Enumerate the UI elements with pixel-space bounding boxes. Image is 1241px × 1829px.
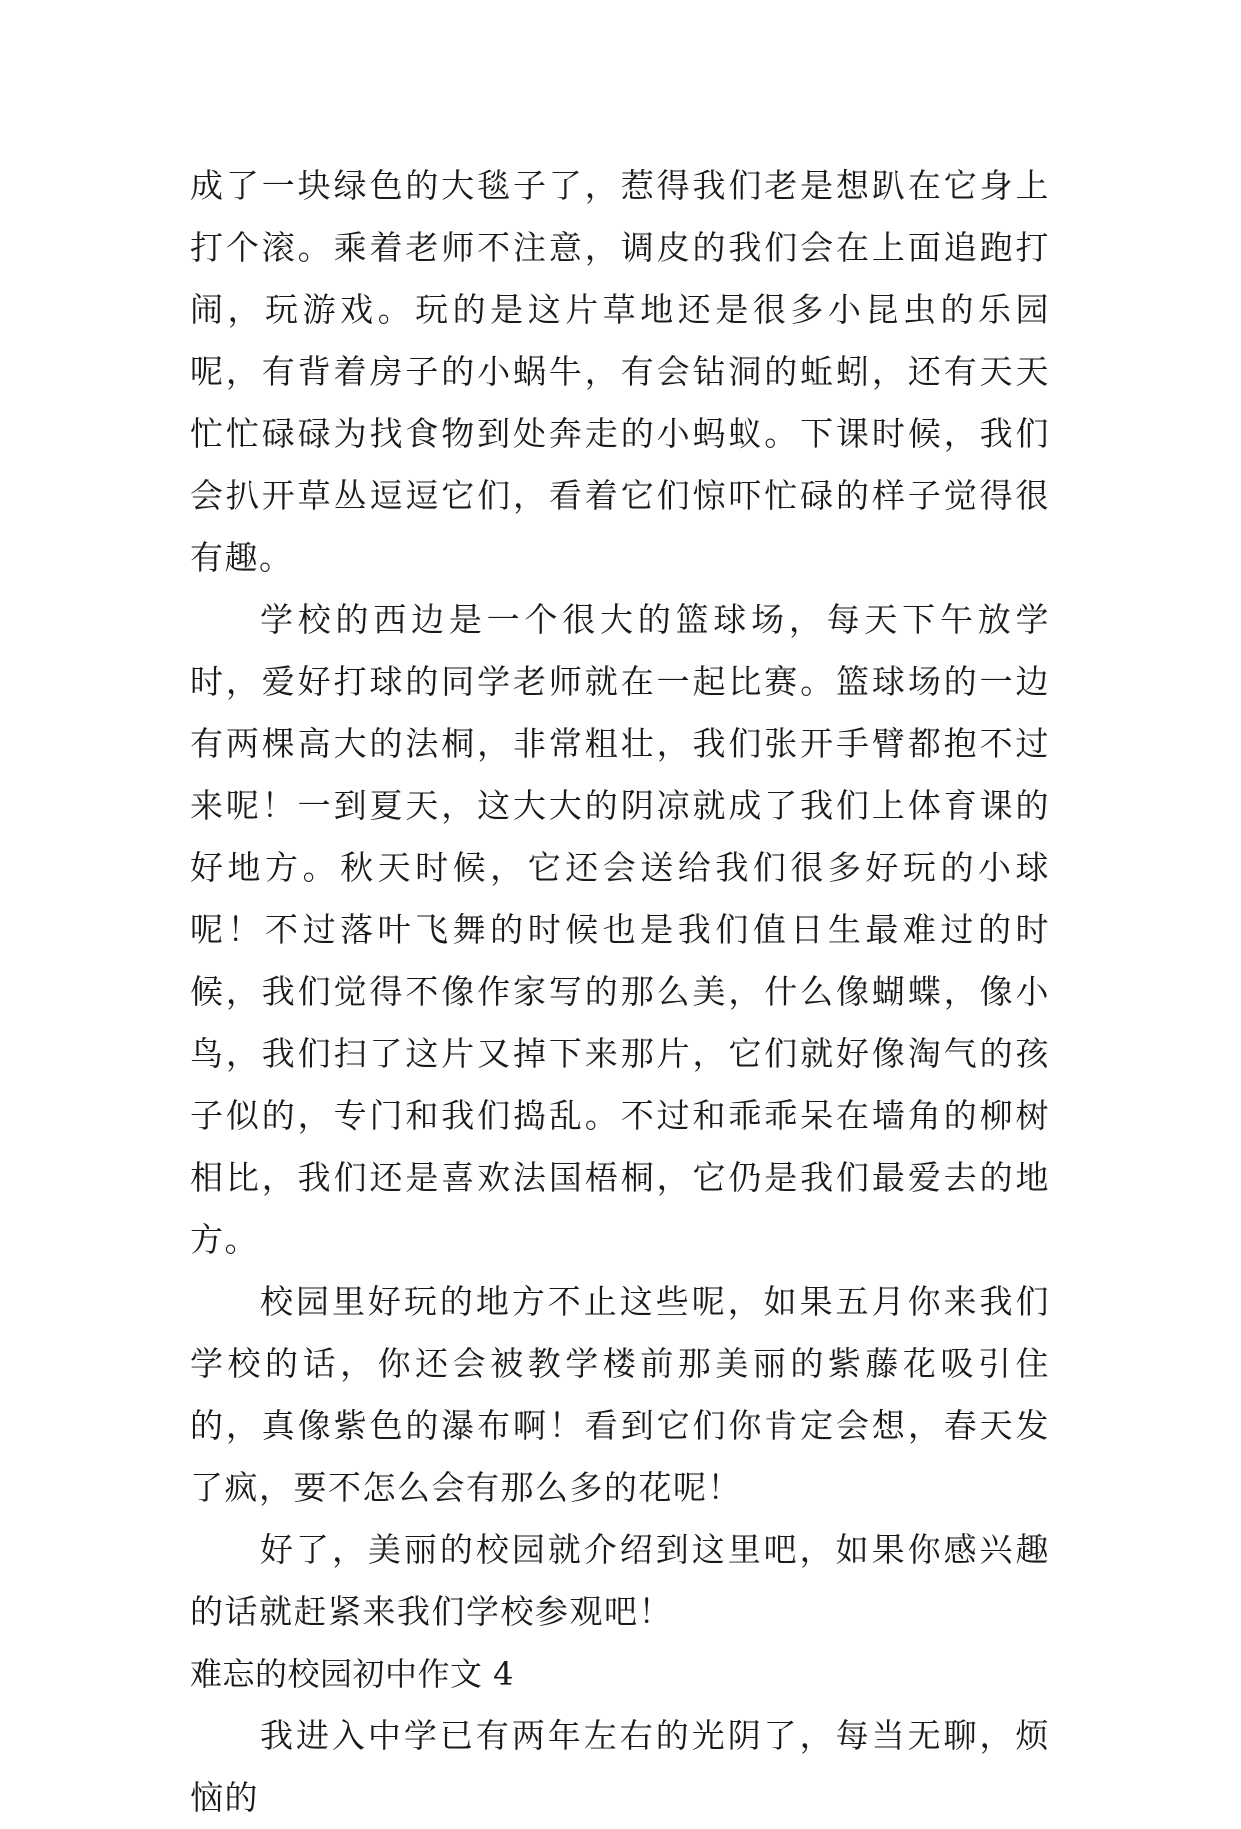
document-body — [190, 155, 1050, 1829]
paragraph-grassland-continued: 成了一块绿色的大毯子了，惹得我们老是想趴在它身上打个滚。乘着老师不注意，调皮的我们会在上面追跑打闹，玩游戏。玩的是这片草地还是很多小昆虫的乐园呢，有背着房子的小蜗牛，有会钻洞的蚯蚓，还有天天忙忙碌碌为找食物到处奔走的小蚂蚁。下课时候，我们会扒开草丛逗逗它们，看着它们惊吓忙碌的样子觉得很有趣。 — [190, 166, 1050, 577]
paragraph-basketball-court: 学校的西边是一个很大的篮球场，每天下午放学时，爱好打球的同学老师就在一起比赛。篮球场的一边有两棵高大的法桐，非常粗壮，我们张开手臂都抱不过来呢！一到夏天，这大大的阴凉就成了我们上体育课的好地方。秋天时候，它还会送给我们很多好玩的小球呢！不过落叶飞舞的时候也是我们值日生最难过的时候，我们觉得不像作家写的那么美，什么像蝴蝶，像小鸟，我们扫了这片又掉下来那片，它们就好像淘气的孩子似的，专门和我们捣乱。不过和乖乖呆在墙角的柳树相比，我们还是喜欢法国梧桐，它仍是我们最爱去的地方。 — [190, 600, 1050, 1259]
essay-heading: 难忘的校园初中作文 4 — [190, 1655, 515, 1693]
paragraph-wisteria: 校园里好玩的地方不止这些呢，如果五月你来我们学校的话，你还会被教学楼前那美丽的紫藤花吸引住的，真像紫色的瀑布啊！看到它们你肯定会想，春天发了疯，要不怎么会有那么多的花呢！ — [190, 1282, 1050, 1507]
paragraph-essay-4-opening: 我进入中学已有两年左右的光阴了，每当无聊，烦恼的 — [190, 1716, 1050, 1817]
paragraph-conclusion: 好了，美丽的校园就介绍到这里吧，如果你感兴趣的话就赶紧来我们学校参观吧！ — [190, 1530, 1050, 1631]
